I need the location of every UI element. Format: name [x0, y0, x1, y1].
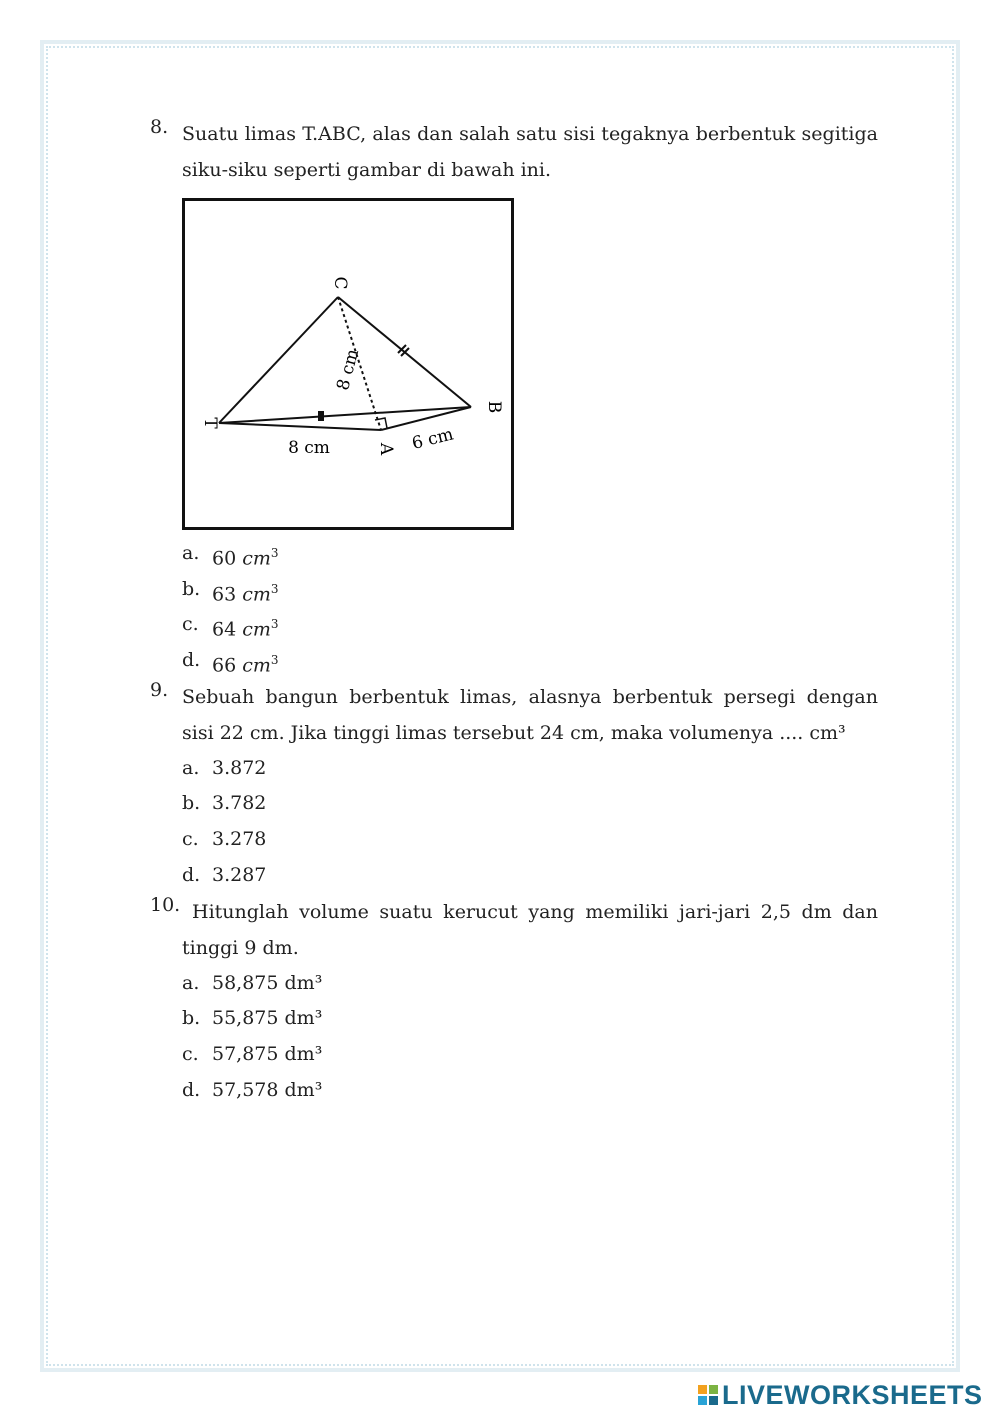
worksheet-content — [150, 116, 878, 1108]
option-letter: b. — [182, 1007, 201, 1030]
right-angle-mark — [375, 418, 387, 428]
label-c: C — [330, 276, 350, 290]
option-value: 58,875 dm³ — [212, 971, 323, 994]
label-t: T — [200, 417, 220, 429]
option-value: 3.287 — [212, 863, 267, 886]
label-b: B — [484, 400, 504, 414]
edge-ta — [219, 423, 381, 430]
answer-option[interactable] — [182, 1073, 878, 1109]
answer-options — [182, 966, 878, 1109]
question-number: 10. — [150, 893, 181, 916]
question-9 — [150, 679, 878, 894]
brand-name: LIVEWORKSHEETS — [722, 1379, 983, 1410]
label-a: A — [376, 442, 396, 456]
label-ab-length: 6 cm — [410, 424, 456, 454]
question-text: Hitunglah volume suatu kerucut yang memiliki jari-jari 2,5 dm dan tinggi 9 dm. — [182, 900, 878, 959]
option-letter: a. — [182, 542, 200, 564]
option-value: 64 $cm^3$ — [212, 617, 279, 641]
answer-option[interactable] — [182, 966, 878, 1002]
answer-option[interactable] — [182, 572, 878, 608]
option-value: 66 $cm^3$ — [212, 653, 279, 677]
option-letter: b. — [182, 792, 201, 815]
question-text: Suatu limas T.ABC, alas dan salah satu sisi tegaknya berbentuk segitiga siku-siku seperti gambar di bawah ini. — [182, 123, 878, 181]
option-value: 57,875 dm³ — [212, 1042, 323, 1065]
option-letter: c. — [182, 1042, 199, 1065]
option-letter: d. — [182, 649, 201, 672]
option-letter: d. — [182, 863, 201, 886]
option-value: 3.872 — [212, 756, 267, 779]
answer-option[interactable] — [182, 786, 878, 822]
answer-option[interactable] — [182, 822, 878, 858]
question-number: 9. — [150, 678, 169, 701]
option-letter: c. — [182, 613, 199, 636]
pyramid-diagram — [185, 201, 511, 527]
question-number: 8. — [150, 116, 169, 138]
option-letter: d. — [182, 1078, 201, 1101]
option-value: 63 $cm^3$ — [212, 581, 279, 606]
option-value: 55,875 dm³ — [212, 1007, 323, 1030]
answer-options — [182, 751, 878, 894]
answer-option[interactable] — [182, 607, 878, 643]
option-letter: a. — [182, 971, 200, 994]
option-letter: a. — [182, 756, 200, 779]
option-letter: c. — [182, 828, 199, 851]
question-10 — [150, 894, 878, 1109]
answer-option[interactable] — [182, 858, 878, 894]
label-height: 8 cm — [333, 346, 364, 393]
question-text: Sebuah bangun berbentuk limas, alasnya berbentuk persegi dengan sisi 22 cm. Jika tinggi limas tersebut 24 cm, maka volumenya .... cm³ — [182, 685, 878, 744]
answer-option[interactable] — [182, 643, 878, 679]
answer-option[interactable] — [182, 751, 878, 787]
tick-mark-tb — [318, 411, 324, 421]
edge-tb — [219, 407, 471, 423]
option-value: 3.782 — [212, 792, 267, 815]
liveworksheets-brand[interactable] — [697, 1380, 983, 1410]
option-value: 3.278 — [212, 828, 267, 851]
edge-tc — [219, 297, 338, 423]
answer-option[interactable] — [182, 1037, 878, 1073]
liveworksheets-logo-icon — [697, 1383, 719, 1407]
option-value: 57,578 dm³ — [212, 1078, 323, 1101]
answer-options — [182, 536, 878, 679]
label-ta-length: 8 cm — [288, 438, 330, 458]
answer-option[interactable] — [182, 1001, 878, 1037]
option-letter: b. — [182, 577, 201, 600]
answer-option[interactable] — [182, 536, 878, 572]
question-8 — [150, 116, 878, 679]
option-value: 60 $cm^3$ — [212, 546, 279, 570]
pyramid-figure — [182, 198, 514, 530]
